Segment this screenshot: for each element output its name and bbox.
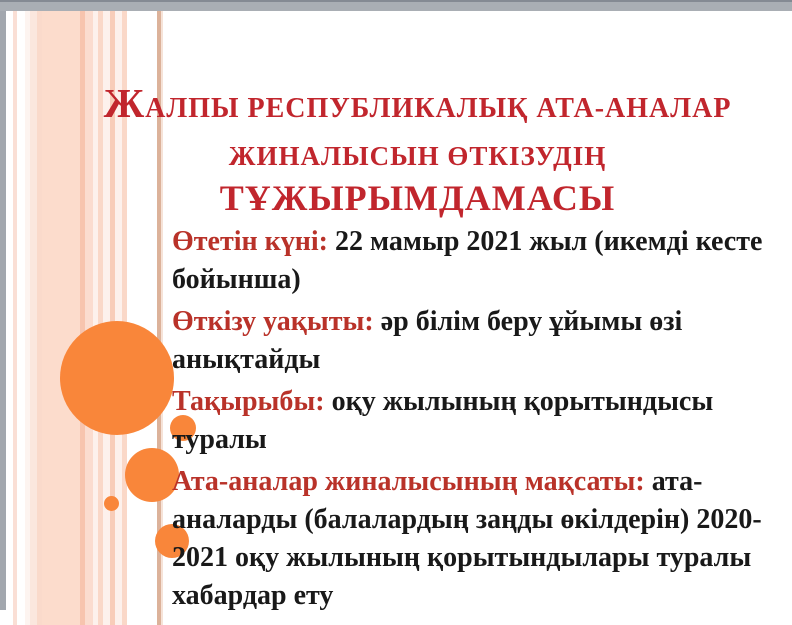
title-line-3: ТҰЖЫРЫМДАМАСЫ (219, 178, 616, 218)
text-line (172, 383, 787, 421)
decorative-circle-medium (125, 448, 179, 502)
title-initial-letter: Ж (103, 80, 146, 126)
paragraph-text: 2021 оқу жылының қорытындылары туралы (172, 542, 752, 573)
title-line-1-rest: АЛПЫ РЕСПУБЛИКАЛЫҚ АТА-АНАЛАР (145, 93, 732, 124)
paragraph-lead-label: Тақырыбы: (172, 386, 332, 417)
text-line (172, 303, 787, 341)
paragraph-lead-label: Ата-аналар жиналысының мақсаты: (172, 466, 652, 497)
paragraph-text: аналарды (балалардың заңды өкілдерін) 2020- (172, 504, 762, 535)
paragraph (172, 223, 787, 299)
text-line (172, 261, 787, 299)
paragraph-text: хабардар ету (172, 580, 334, 611)
body-text (172, 223, 787, 619)
top-chrome-bar (0, 0, 792, 11)
text-line (172, 223, 787, 261)
title-line-1 (45, 80, 790, 132)
paragraph-text: 22 мамыр 2021 жыл (икемді кесте (335, 226, 763, 257)
paragraph-text: ата- (651, 466, 703, 497)
paragraph-lead-label: Өтетін күні: (172, 226, 335, 257)
paragraph-text: бойынша) (172, 264, 301, 295)
paragraph-text: анықтайды (172, 344, 321, 375)
text-line (172, 421, 787, 459)
paragraph (172, 383, 787, 459)
text-line (172, 463, 787, 501)
decorative-circle-dot (104, 496, 119, 511)
paragraph-text: оқу жылының қорытындысы (331, 386, 714, 417)
text-line (172, 341, 787, 379)
paragraph (172, 463, 787, 615)
paragraph (172, 303, 787, 379)
decorative-circle-large (60, 321, 174, 435)
title-line-2: ЖИНАЛЫСЫН ӨТКІЗУДІҢ (228, 141, 607, 171)
paragraph-text: әр білім беру ұйымы өзі (380, 306, 683, 337)
slide-title (45, 80, 790, 217)
text-line (172, 539, 787, 577)
text-line (172, 501, 787, 539)
text-line (172, 577, 787, 615)
paragraph-text: туралы (172, 424, 267, 455)
paragraph-lead-label: Өткізу уақыты: (172, 306, 381, 337)
